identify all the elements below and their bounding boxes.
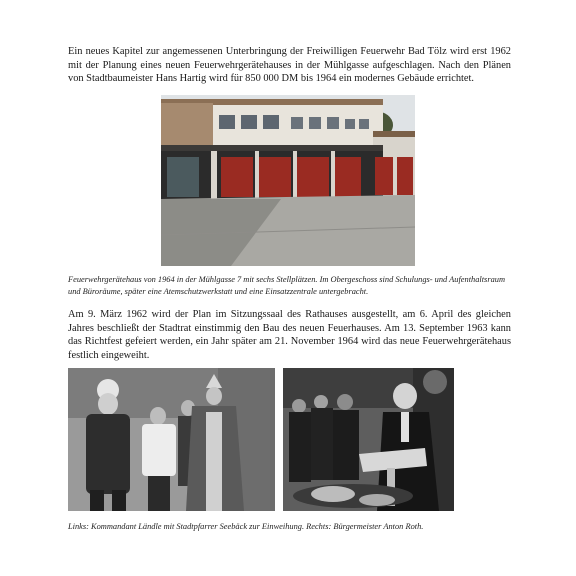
intro-paragraph: Ein neues Kapitel zur angemessenen Unterbringung der Freiwilligen Feuerwehr Bad Tölz wird erst 1962 mit der Planung eines neuen Feuerwehrgerätehauses in der Mühlgasse aufgeschlagen. Nach den Plänen von Stadtbaumeister Hans Hartig wird für 850 000 DM bis 1964 ein modernes Gebäude errichtet. <box>68 46 511 85</box>
inauguration-photo-left <box>68 368 275 511</box>
inauguration-caption: Links: Kommandant Ländle mit Stadtpfarrer Seebäck zur Einweihung. Rechts: Bürgermeister Anton Roth. <box>68 522 424 531</box>
history-paragraph: Am 9. März 1962 wird der Plan im Sitzungssaal des Rathauses ausgestellt, am 6. April des gleichen Jahres beschließt der Stadtrat einstimmig den Bau des neuen Feuerhauses. Am 13. September 1963 kann das Richtfest gefeiert werden, ein Jahr später am 21. November 1964 wird das neue Feuerwehrgerätehaus festlich eingeweiht. <box>68 309 511 361</box>
building-caption: Feuerwehrgerätehaus von 1964 in der Mühlgasse 7 mit sechs Stellplätzen. Im Obergeschoss sind Schulungs- und Aufenthaltsraum und Büroräume, später eine Atemschutzwerkstatt und eine Einsatzzentrale untergebracht. <box>68 275 506 296</box>
fire-station-photo <box>161 95 415 266</box>
inauguration-photo-right <box>283 368 454 511</box>
